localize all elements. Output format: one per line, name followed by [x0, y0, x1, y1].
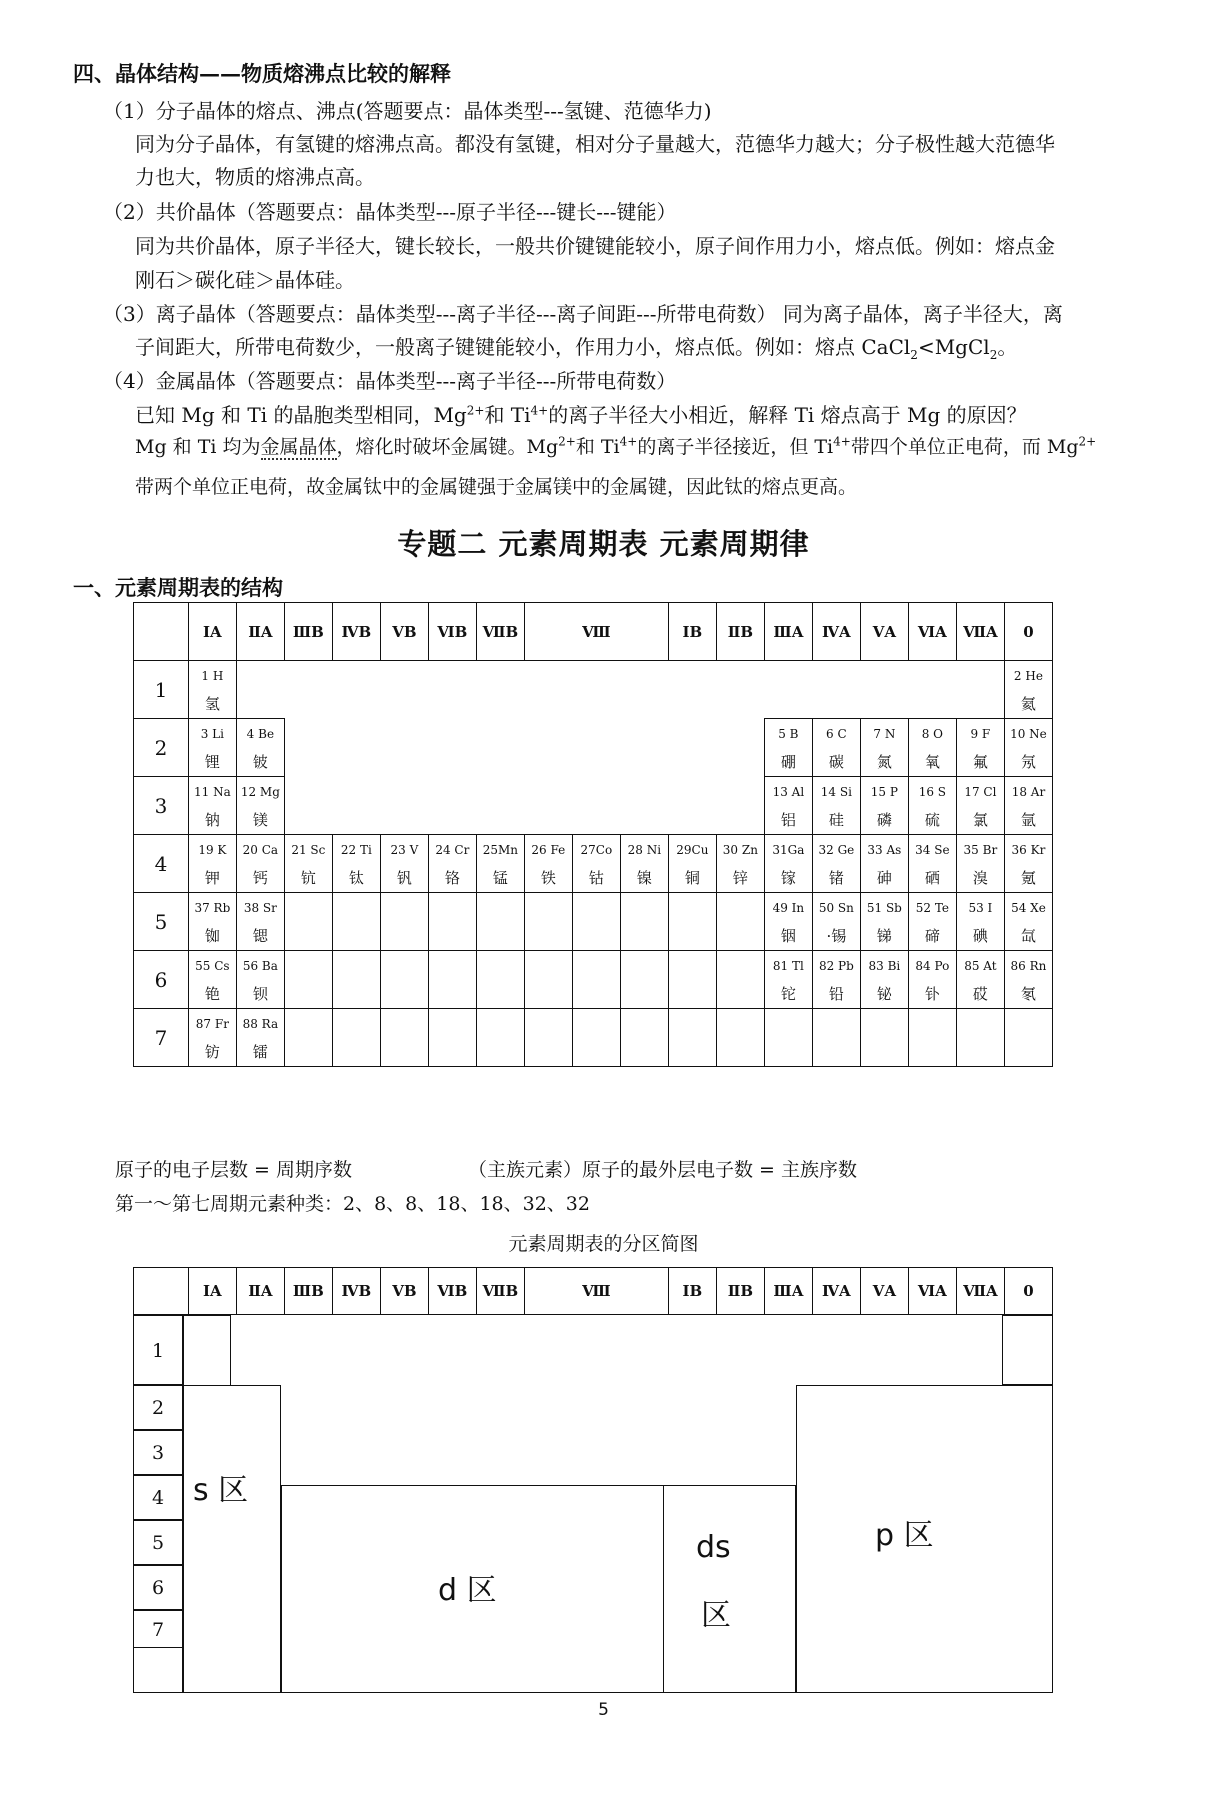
element-cell	[764, 777, 812, 835]
empty-cell	[1004, 1009, 1052, 1067]
element-cell	[908, 951, 956, 1009]
element-name: 碘	[972, 926, 988, 945]
element-symbol: 20 Ca	[242, 842, 279, 857]
empty-cell	[572, 1009, 620, 1067]
element-cell	[908, 719, 956, 777]
element-cell	[956, 951, 1004, 1009]
element-name: 铟	[780, 926, 796, 945]
empty-cell	[284, 719, 764, 777]
element-cell	[908, 777, 956, 835]
period-number: 3	[133, 1430, 183, 1475]
empty-cell	[284, 777, 764, 835]
element-name: 铜	[684, 868, 700, 887]
element-symbol: 51 Sb	[866, 900, 902, 915]
period-number: 6	[134, 951, 189, 1009]
element-name: 钡	[252, 984, 268, 1003]
element-symbol: 52 Te	[915, 900, 949, 915]
element-name: 钋	[924, 984, 940, 1003]
period-number: 2	[133, 1385, 183, 1430]
element-name: 氩	[1020, 810, 1036, 829]
element-name: 氦	[1020, 694, 1036, 713]
group-header: ⅡA	[236, 1268, 284, 1315]
note: 第一～第七周期元素种类：2、8、8、18、18、32、32	[115, 1193, 590, 1215]
element-symbol: 17 Cl	[964, 784, 997, 799]
page-number: 5	[598, 1700, 609, 1720]
period-number: 1	[134, 661, 189, 719]
element-name: 铷	[204, 926, 220, 945]
element-cell	[572, 835, 620, 893]
element-cell	[332, 835, 380, 893]
element-cell	[860, 777, 908, 835]
element-name: 铋	[876, 984, 892, 1003]
element-name: 铬	[444, 868, 460, 887]
answer: 带两个单位正电荷，故金属钛中的金属键强于金属镁中的金属键，因此钛的熔点更高。	[135, 476, 858, 498]
empty-cell	[860, 1009, 908, 1067]
element-cell	[1004, 719, 1052, 777]
empty-cell	[284, 951, 332, 1009]
element-cell	[284, 835, 332, 893]
element-cell	[956, 777, 1004, 835]
corner-cell	[134, 1268, 189, 1315]
empty-cell	[956, 1009, 1004, 1067]
group-header: ⅥB	[428, 1268, 476, 1315]
element-name: 氪	[1020, 868, 1036, 887]
empty-cell	[764, 1009, 812, 1067]
element-symbol: 14 Si	[820, 784, 852, 799]
group-header: ⅢA	[764, 603, 812, 661]
element-symbol: 16 S	[918, 784, 947, 799]
group-header: ⅤB	[380, 1268, 428, 1315]
group-header: ⅦB	[476, 603, 524, 661]
element-cell	[428, 835, 476, 893]
element-name: 硼	[780, 752, 796, 771]
group-header: ⅤA	[860, 1268, 908, 1315]
element-cell	[764, 893, 812, 951]
element-symbol: 53 I	[968, 900, 993, 915]
element-symbol: 87 Fr	[195, 1016, 229, 1031]
empty-cell	[380, 893, 428, 951]
section-title: 四、晶体结构——物质熔沸点比较的解释	[73, 61, 451, 86]
empty-cell	[524, 1009, 572, 1067]
group-header: ⅠB	[668, 603, 716, 661]
element-symbol: 3 Li	[200, 726, 224, 741]
group-header: ⅢB	[284, 1268, 332, 1315]
element-name: 锑	[876, 926, 892, 945]
empty-cell	[908, 1009, 956, 1067]
empty-cell	[428, 951, 476, 1009]
element-symbol: 25Mn	[482, 842, 518, 857]
element-name: 氯	[972, 810, 988, 829]
element-cell	[860, 893, 908, 951]
s-block-label: s 区	[193, 1473, 249, 1508]
empty-cell	[284, 893, 332, 951]
note: 原子的电子层数 = 周期序数	[115, 1159, 352, 1181]
element-cell	[188, 1009, 236, 1067]
group-header: ⅦA	[956, 603, 1004, 661]
empty-cell	[428, 1009, 476, 1067]
element-cell	[812, 777, 860, 835]
empty-cell	[332, 893, 380, 951]
element-symbol: 81 Tl	[772, 958, 804, 973]
element-name: 镭	[252, 1042, 268, 1061]
element-symbol: 12 Mg	[240, 784, 280, 799]
element-symbol: 30 Zn	[722, 842, 758, 857]
group-header: ⅦB	[476, 1268, 524, 1315]
group-header: ⅤA	[860, 603, 908, 661]
element-name: 溴	[972, 868, 988, 887]
element-symbol: 55 Cs	[195, 958, 230, 973]
period-number: 4	[134, 835, 189, 893]
empty-cell	[476, 951, 524, 1009]
element-name: 铝	[780, 810, 796, 829]
element-name: 氧	[924, 752, 940, 771]
empty-cell	[620, 951, 668, 1009]
element-cell	[380, 835, 428, 893]
empty-cell	[716, 1009, 764, 1067]
group-header: ⅡB	[716, 603, 764, 661]
empty-cell	[572, 951, 620, 1009]
element-cell	[1004, 951, 1052, 1009]
element-cell	[956, 835, 1004, 893]
period-number: 5	[133, 1520, 183, 1565]
empty-cell	[620, 1009, 668, 1067]
element-symbol: 23 V	[390, 842, 419, 857]
empty-cell	[380, 1009, 428, 1067]
element-name: 钴	[588, 868, 604, 887]
molecular-body: 同为分子晶体，有氢键的熔沸点高。都没有氢键，相对分子量越大，范德华力越大；分子极性越大范德华	[135, 132, 1055, 156]
element-symbol: 24 Cr	[435, 842, 470, 857]
element-name: 钫	[204, 1042, 220, 1061]
element-name: 镍	[636, 868, 652, 887]
element-symbol: 86 Rn	[1010, 958, 1047, 973]
group-header: ⅢB	[284, 603, 332, 661]
element-symbol: 38 Sr	[243, 900, 277, 915]
element-cell	[860, 719, 908, 777]
element-symbol: 1 H	[201, 668, 224, 683]
group-header: ⅢA	[764, 1268, 812, 1315]
empty-cell	[572, 893, 620, 951]
element-symbol: 85 At	[964, 958, 997, 973]
element-symbol: 15 P	[870, 784, 898, 799]
element-symbol: 37 Rb	[194, 900, 231, 915]
element-name: 硅	[828, 810, 844, 829]
metallic-title: （4）金属晶体（答题要点：晶体类型---离子半径---所带电荷数）	[103, 369, 677, 393]
element-name: 硒	[924, 868, 940, 887]
element-symbol: 35 Br	[963, 842, 998, 857]
element-symbol: 28 Ni	[627, 842, 662, 857]
element-symbol: 83 Bi	[868, 958, 901, 973]
element-name: 砹	[972, 984, 988, 1003]
element-cell	[860, 951, 908, 1009]
group-header: Ⅷ	[524, 1268, 668, 1315]
element-name: 锌	[732, 868, 748, 887]
empty-cell	[668, 893, 716, 951]
element-cell	[908, 893, 956, 951]
section-title: 一、元素周期表的结构	[73, 575, 283, 600]
element-cell	[764, 719, 812, 777]
element-name: 氟	[972, 752, 988, 771]
element-name: 铍	[252, 752, 268, 771]
element-cell	[188, 951, 236, 1009]
empty-cell	[332, 1009, 380, 1067]
element-symbol: 33 As	[867, 842, 902, 857]
group-header: 0	[1004, 1268, 1052, 1315]
ionic-body: （3）离子晶体（答题要点：晶体类型---离子半径---离子间距---所带电荷数） 同为离子晶体，离子半径大，离	[103, 302, 1063, 326]
element-cell	[812, 835, 860, 893]
group-header: ⅣA	[812, 603, 860, 661]
element-symbol: 88 Ra	[242, 1016, 279, 1031]
element-symbol: 11 Na	[193, 784, 231, 799]
element-symbol: 13 Al	[772, 784, 805, 799]
element-cell	[668, 835, 716, 893]
element-name: 磷	[876, 810, 892, 829]
element-symbol: 31Ga	[772, 842, 805, 857]
element-symbol: 56 Ba	[242, 958, 278, 973]
group-header: ⅠA	[188, 1268, 236, 1315]
empty-cell	[236, 661, 1004, 719]
diagram-title: 元素周期表的分区简图	[508, 1233, 699, 1255]
element-cell	[1004, 777, 1052, 835]
answer: Mg 和 Ti 均为金属晶体，熔化时破坏金属键。$Mg^{2+}$和 $Ti^{4+}$的离子半径接近，但 $Ti^{4+}$带四个单位正电荷，而 $Mg^{2+}$	[135, 434, 1097, 458]
element-cell	[1004, 893, 1052, 951]
block-diagram	[133, 1315, 1053, 1693]
empty-cell	[668, 951, 716, 1009]
period-number: 6	[133, 1565, 183, 1610]
element-cell	[236, 835, 284, 893]
element-cell	[764, 835, 812, 893]
ds-block-label: ds	[696, 1530, 731, 1565]
empty-cell	[620, 893, 668, 951]
group-header: ⅣB	[332, 1268, 380, 1315]
group-header: ⅥA	[908, 603, 956, 661]
element-cell	[236, 719, 284, 777]
period-number: 2	[134, 719, 189, 777]
element-name: 氮	[876, 752, 892, 771]
element-cell	[236, 893, 284, 951]
d-block-label: d 区	[438, 1573, 497, 1608]
element-name: 锰	[492, 868, 508, 887]
element-name: 钠	[204, 810, 220, 829]
group-header: ⅥA	[908, 1268, 956, 1315]
element-name: 锂	[204, 752, 220, 771]
element-name: 镓	[780, 868, 796, 887]
element-name: 钪	[300, 868, 316, 887]
empty-cell	[668, 1009, 716, 1067]
element-cell	[956, 719, 1004, 777]
element-cell	[716, 835, 764, 893]
element-cell	[812, 893, 860, 951]
element-cell	[236, 777, 284, 835]
element-cell	[956, 893, 1004, 951]
element-name: 锶	[252, 926, 268, 945]
covalent-body: 同为共价晶体，原子半径大，键长较长，一般共价键键能较小，原子间作用力小，熔点低。例如：熔点金	[135, 234, 1055, 258]
element-name: 砷	[876, 868, 892, 887]
element-name: 锗	[828, 868, 844, 887]
molecular-body: 力也大，物质的熔沸点高。	[135, 165, 375, 189]
group-header: ⅤB	[380, 603, 428, 661]
element-name: 钾	[204, 868, 220, 887]
element-cell	[524, 835, 572, 893]
element-name: 碳	[828, 752, 844, 771]
element-symbol: 49 In	[772, 900, 805, 915]
period-number: 1	[133, 1315, 183, 1385]
element-name: 铊	[780, 984, 796, 1003]
group-header: ⅡB	[716, 1268, 764, 1315]
element-cell	[188, 835, 236, 893]
periodic-table	[133, 602, 1053, 1067]
group-header: 0	[1004, 603, 1052, 661]
element-symbol: 7 N	[873, 726, 896, 741]
empty-cell	[716, 951, 764, 1009]
element-symbol: 19 K	[198, 842, 227, 857]
element-name: 铁	[540, 868, 556, 887]
group-header: ⅠB	[668, 1268, 716, 1315]
element-symbol: 10 Ne	[1010, 726, 1047, 741]
ionic-body: 子间距大，所带电荷数少，一般离子键键能较小，作用力小，熔点低。例如：熔点 CaCl$_2$<MgCl$_2$。	[135, 335, 1018, 362]
element-symbol: 4 Be	[246, 726, 275, 741]
element-name: 氙	[1020, 926, 1036, 945]
element-cell	[812, 719, 860, 777]
period-number: 5	[134, 893, 189, 951]
empty-cell	[476, 1009, 524, 1067]
element-cell	[860, 835, 908, 893]
group-header: ⅦA	[956, 1268, 1004, 1315]
empty-cell	[428, 893, 476, 951]
molecular-title: （1）分子晶体的熔点、沸点(答题要点：晶体类型---氢键、范德华力)	[103, 99, 712, 123]
element-symbol: 27Co	[580, 842, 613, 857]
element-cell	[620, 835, 668, 893]
element-cell	[1004, 835, 1052, 893]
element-name: 碲	[924, 926, 940, 945]
element-name: 氡	[1020, 984, 1036, 1003]
empty-cell	[524, 893, 572, 951]
element-cell	[188, 719, 236, 777]
period-number: 4	[133, 1475, 183, 1520]
element-symbol: 5 B	[778, 726, 799, 741]
covalent-title: （2）共价晶体（答题要点：晶体类型---原子半径---键长---键能）	[103, 200, 677, 224]
element-name: 镁	[252, 810, 268, 829]
element-symbol: 2 He	[1013, 668, 1043, 683]
element-name: 硫	[924, 810, 940, 829]
element-symbol: 26 Fe	[531, 842, 566, 857]
empty-cell	[380, 951, 428, 1009]
element-symbol: 36 Kr	[1011, 842, 1046, 857]
block-diagram-header	[133, 1267, 1053, 1315]
element-symbol: 22 Ti	[340, 842, 372, 857]
element-cell	[1004, 661, 1052, 719]
element-symbol: 54 Xe	[1011, 900, 1046, 915]
empty-cell	[284, 1009, 332, 1067]
element-name: 铯	[204, 984, 220, 1003]
element-cell	[188, 661, 236, 719]
element-name: 钛	[348, 868, 364, 887]
element-name: 钙	[252, 868, 268, 887]
empty-cell	[476, 893, 524, 951]
question: 已知 Mg 和 Ti 的晶胞类型相同，$Mg^{2+}$和 $Ti^{4+}$的离子半径大小相近，解释 Ti 熔点高于 Mg 的原因？	[135, 403, 1027, 427]
element-symbol: 21 Sc	[291, 842, 326, 857]
element-symbol: 29Cu	[676, 842, 709, 857]
group-header: ⅥB	[428, 603, 476, 661]
element-symbol: 32 Ge	[818, 842, 855, 857]
element-name: 氖	[1020, 752, 1036, 771]
period-number: 3	[134, 777, 189, 835]
note: （主族元素）原子的最外层电子数 = 主族序数	[468, 1159, 858, 1181]
covalent-body: 刚石＞碳化硅＞晶体硅。	[135, 268, 355, 292]
element-name: 钒	[396, 868, 412, 887]
empty-cell	[524, 951, 572, 1009]
element-symbol: 18 Ar	[1011, 784, 1046, 799]
element-symbol: 8 O	[921, 726, 944, 741]
empty-cell	[812, 1009, 860, 1067]
element-cell	[236, 951, 284, 1009]
element-symbol: 6 C	[826, 726, 847, 741]
element-symbol: 9 F	[970, 726, 991, 741]
element-name: 铅	[828, 984, 844, 1003]
element-cell	[476, 835, 524, 893]
corner-cell	[134, 603, 189, 661]
element-cell	[188, 893, 236, 951]
element-symbol: 84 Po	[915, 958, 950, 973]
element-cell	[188, 777, 236, 835]
empty-cell	[716, 893, 764, 951]
group-header: ⅠA	[188, 603, 236, 661]
element-name: ·锡	[826, 926, 847, 945]
topic-title: 专题二 元素周期表 元素周期律	[397, 527, 810, 561]
element-cell	[908, 835, 956, 893]
element-cell	[812, 951, 860, 1009]
ds-block-label: 区	[701, 1598, 731, 1633]
element-name: 氢	[204, 694, 220, 713]
element-symbol: 82 Pb	[818, 958, 854, 973]
element-symbol: 50 Sn	[818, 900, 854, 915]
element-cell	[764, 951, 812, 1009]
period-number: 7	[134, 1009, 189, 1067]
element-symbol: 34 Se	[915, 842, 950, 857]
period-number: 7	[133, 1610, 183, 1648]
group-header: ⅣA	[812, 1268, 860, 1315]
empty-cell	[332, 951, 380, 1009]
group-header: ⅡA	[236, 603, 284, 661]
group-header: ⅣB	[332, 603, 380, 661]
element-cell	[236, 1009, 284, 1067]
p-block-label: p 区	[875, 1518, 934, 1553]
group-header: Ⅷ	[524, 603, 668, 661]
